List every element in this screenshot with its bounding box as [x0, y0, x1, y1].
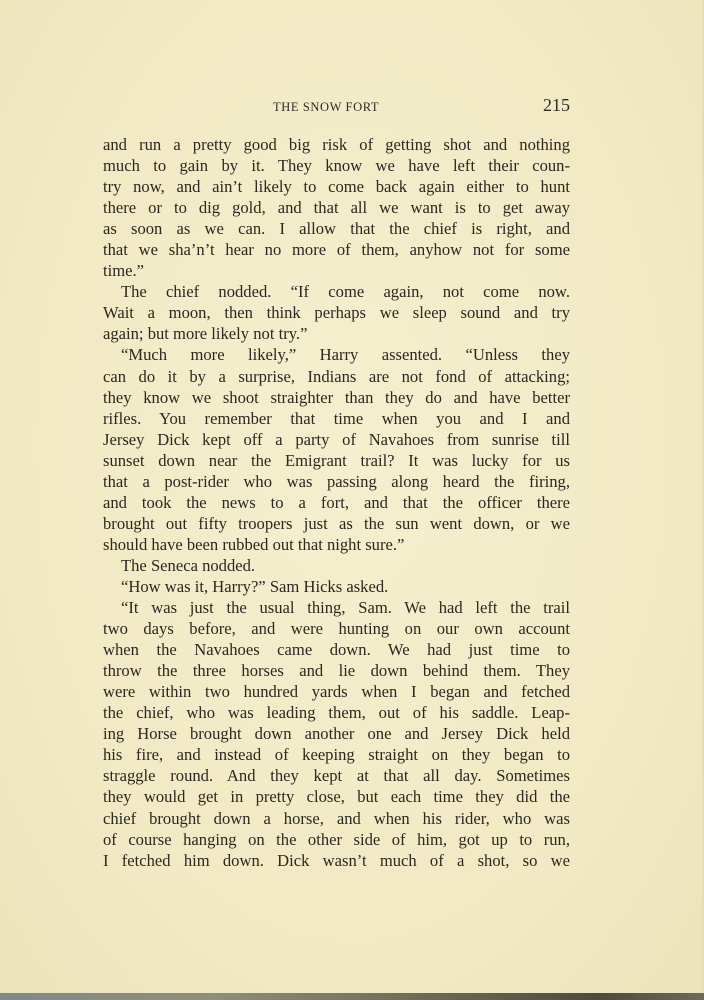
text-line: try now, and ain’t likely to come back again either to hunt — [103, 177, 570, 197]
text-line: were within two hundred yards when I began and fetched — [103, 682, 570, 702]
text-line: Jersey Dick kept off a party of Navahoes from sunrise till — [103, 429, 570, 449]
text-line: ing Horse brought down another one and Jersey Dick held — [103, 724, 570, 744]
text-line: sunset down near the Emigrant trail? It was lucky for us — [103, 450, 570, 470]
text-line: The chief nodded. “If come again, not come now. — [121, 282, 570, 302]
page-number: 215 — [543, 95, 570, 115]
text-line: “How was it, Harry?” Sam Hicks asked. — [121, 576, 389, 596]
page-bottom-edge — [0, 993, 704, 1000]
body-text — [103, 134, 570, 871]
text-line: they know we shoot straighter than they do and have better — [103, 387, 570, 407]
text-line: should have been rubbed out that night sure.” — [103, 534, 405, 554]
text-line: two days before, and were hunting on our own account — [103, 619, 570, 639]
text-line: they would get in pretty close, but each time they did the — [103, 787, 570, 807]
text-line: as soon as we can. I allow that the chief is right, and — [103, 219, 570, 239]
text-line: his fire, and instead of keeping straight on they began to — [103, 745, 570, 765]
text-line: throw the three horses and lie down behind them. They — [103, 661, 570, 681]
running-head — [103, 97, 570, 119]
text-line: “It was just the usual thing, Sam. We had left the trail — [121, 598, 570, 618]
text-line: “Much more likely,” Harry assented. “Unless they — [121, 345, 570, 365]
text-line: The Seneca nodded. — [121, 555, 256, 575]
text-line: can do it by a surprise, Indians are not fond of attacking; — [103, 366, 570, 386]
text-line: and took the news to a fort, and that the officer there — [103, 492, 570, 512]
text-line: brought out fifty troopers just as the sun went down, or we — [103, 513, 570, 533]
text-line: of course hanging on the other side of him, got up to run, — [103, 829, 570, 849]
text-line: much to gain by it. They know we have left their coun- — [103, 156, 570, 176]
running-title: THE SNOW FORT — [273, 100, 380, 114]
text-line: I fetched him down. Dick wasn’t much of a shot, so we — [103, 850, 570, 870]
text-line: that a post-rider who was passing along heard the firing, — [103, 471, 570, 491]
text-line: the chief, who was leading them, out of his saddle. Leap- — [103, 703, 570, 723]
text-line: when the Navahoes came down. We had just time to — [103, 640, 570, 660]
text-line: Wait a moon, then think perhaps we sleep sound and try — [103, 303, 570, 323]
text-line: there or to dig gold, and that all we want is to get away — [103, 198, 570, 218]
text-line: and run a pretty good big risk of getting shot and nothing — [103, 135, 570, 154]
text-line: rifles. You remember that time when you and I and — [103, 408, 570, 428]
text-line: again; but more likely not try.” — [103, 324, 308, 344]
text-line: time.” — [103, 261, 145, 281]
text-line: chief brought down a horse, and when his rider, who was — [103, 808, 570, 828]
text-line: straggle round. And they kept at that all day. Sometimes — [103, 766, 570, 786]
text-line: that we sha’n’t hear no more of them, anyhow not for some — [103, 240, 570, 260]
